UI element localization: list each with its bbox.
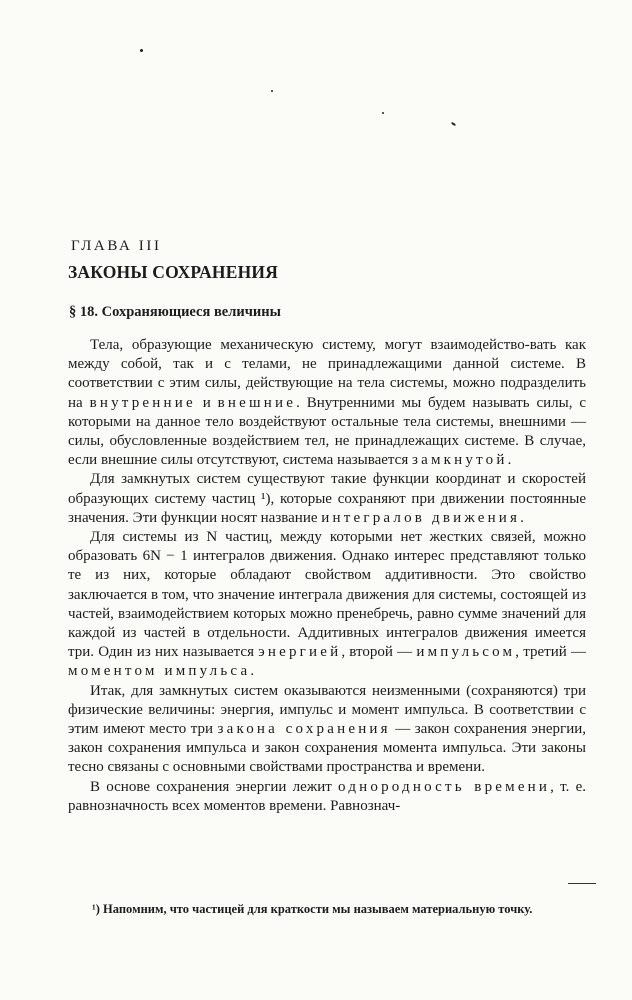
footnote-text: Напомним, что частицей для краткости мы называем материальную точку. [99,902,533,916]
footnote-divider [568,883,596,884]
spaced-term: внешние [217,394,297,411]
spaced-term: однородность времени [338,778,551,795]
spaced-term: интегралов движения [321,509,521,526]
text-run: . [520,509,524,526]
body-text [68,336,586,816]
paragraph-integrals [68,470,586,528]
text-run: Для замкнутых систем существуют такие функции координат и скоростей образующих систему частиц [68,471,586,507]
footnote-ref: ¹) [261,490,271,507]
text-run: , которые сохраняют при движении постоянные значения. Эти функции носят название [68,490,586,526]
spaced-term: внутренние [89,394,196,411]
spaced-term: моментом импульса [68,663,251,680]
text-run: Итак, для замкнутых систем оказываются неизменными (сохраняются) три физические величины: энергия, импульс и момент импульса. В соответствии с этим имеют место три [68,682,586,738]
paragraph-conservation-laws [68,682,586,778]
footnote-marker: ¹) [92,902,100,916]
footnote [92,902,592,917]
paragraph-additive [68,528,586,682]
text-run: Для системы из N частиц, между которыми нет жестких связей, можно образовать 6N − 1 интегралов движения. Однако интерес представляют только те из них, которые обладают свойством аддитивности. Это свойство заключается в том, что значение интеграла движения для системы, состоящей из частей, взаимодействием которых можно пренебречь, равно сумме значений для каждой из частей в отдельности. Аддитивных интегралов движения имеется три. Один из них называется [68,529,586,661]
text-run: , третий — [515,644,586,661]
text-run: . [250,663,255,680]
text-run: В основе сохранения энергии лежит [90,778,339,795]
text-run: . Внутренними мы будем называть силы, с которыми на данное тело воздействуют остальные тела системы, внешними — силы, обусловленные воздействием тел, не принадлежащих системе. В случае, если внешние силы отсутствуют, система называется [68,394,586,469]
spaced-term: импульсом [416,644,516,661]
spaced-term: закона сохранения [217,721,391,738]
paragraph-closed-system [68,336,586,470]
text-run: Тела, образующие механическую систему, могут взаимодейство-вать как между собой, так и с телами, не принадлежащими данной системе. В соответствии с этим силы, действующие на тела системы, можно подразделить на [68,337,586,411]
paragraph-energy [68,778,586,816]
text-run: — закон сохранения энергии, закон сохранения импульса и закон сохранения момента импульса. Эти законы тесно связаны с основными свойствами пространства и времени. [68,721,586,776]
chapter-title: ЗАКОНЫ СОХРАНЕНИЯ [68,262,279,282]
text-run: , второй — [341,644,417,661]
text-run: . [507,452,512,469]
spaced-term: энергией [258,644,342,661]
text-run: и [195,394,218,411]
chapter-label: ГЛАВА III [71,238,162,254]
text-run: , т. е. равнозначность всех моментов времени. Равнознач- [68,778,587,814]
spaced-term: замкнутой [411,452,508,469]
section-title: § 18. Сохраняющиеся величины [69,304,281,320]
